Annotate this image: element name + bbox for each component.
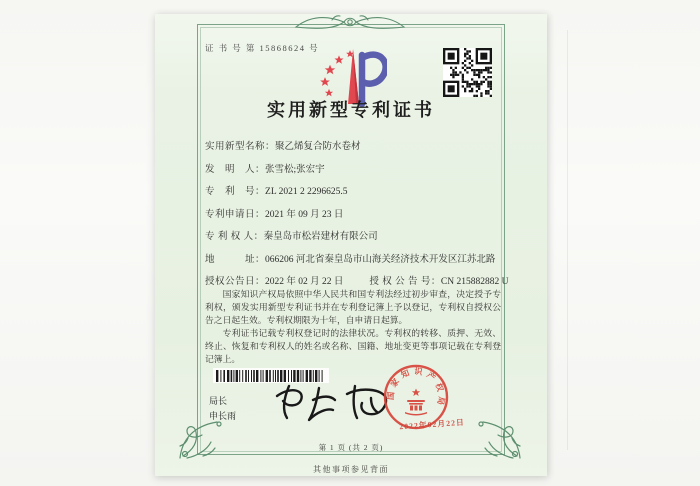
back-side-note: 其他事项参见背面 (313, 465, 389, 474)
grant-date-value: 2022 年 02 月 22 日 (265, 277, 344, 287)
national-emblem-icon (405, 389, 427, 416)
field-value: 066206 河北省秦皇岛市山海关经济技术开发区江苏北路 (265, 254, 496, 265)
svg-text:国家知识产权局 (385, 366, 447, 410)
field-label: 实用新型名称： (205, 142, 276, 152)
grant-no-label: 授 权 公 告 号： (369, 277, 441, 287)
field-label: 发 明 人： (205, 164, 266, 175)
field-value: 秦皇岛市松岩建材有限公司 (263, 232, 378, 242)
qr-code (443, 48, 492, 97)
signer-name: 申长雨 (209, 411, 237, 421)
photo-paper-edge (567, 30, 568, 450)
grant-date-label: 授权公告日： (205, 277, 266, 287)
legal-paragraph-1: 国家知识产权局依照中华人民共和国专利法经过初步审查，决定授予专利权，颁发实用新型专利证书并在专利登记簿上予以登记，专利权自授权公告之日起生效。专利权期限为十年，自申请日起算。 (205, 289, 501, 326)
field-label: 地 址： (205, 254, 266, 265)
field-label: 专利申请日： (205, 209, 266, 220)
signer-block (209, 394, 236, 424)
certificate-title: 实用新型专利证书 (267, 100, 435, 120)
field-label: 专 利 权 人： (205, 232, 264, 242)
field-address (205, 254, 503, 266)
certificate-fields (205, 141, 509, 299)
legal-statement (205, 288, 501, 366)
field-patentee (205, 231, 503, 243)
page-indicator: 第 1 页 (共 2 页) (318, 443, 384, 452)
field-utility-model-name (205, 141, 503, 153)
field-label: 专 利 号： (205, 187, 266, 197)
patent-certificate-sheet (155, 14, 547, 476)
field-grant-announcement (205, 276, 509, 288)
signer-title: 局长 (209, 396, 228, 406)
field-filing-date (205, 209, 503, 221)
field-value: 张雪松;张宏宇 (265, 164, 325, 175)
field-inventors (205, 164, 503, 176)
grant-no-value: CN 215882882 U (440, 277, 509, 287)
legal-paragraph-2: 专利证书记载专利权登记时的法律状况。专利权的转移、质押、无效、终止、恢复和专利权人的姓名或名称、国籍、地址变更等事项记载在专利登记簿上。 (205, 328, 501, 365)
top-crest-ornament-icon (292, 12, 408, 34)
seal-date: 2022年02月22日 (398, 417, 466, 432)
field-value: ZL 2021 2 2296625.5 (265, 187, 348, 197)
field-value: 2021 年 09 月 23 日 (265, 209, 344, 220)
seal-org-text: 国家知识产权局 (386, 366, 447, 410)
certificate-number: 证 书 号 第 15868624 号 (205, 43, 320, 53)
field-value: 聚乙烯复合防水卷材 (275, 142, 361, 152)
field-patent-number (205, 186, 503, 198)
